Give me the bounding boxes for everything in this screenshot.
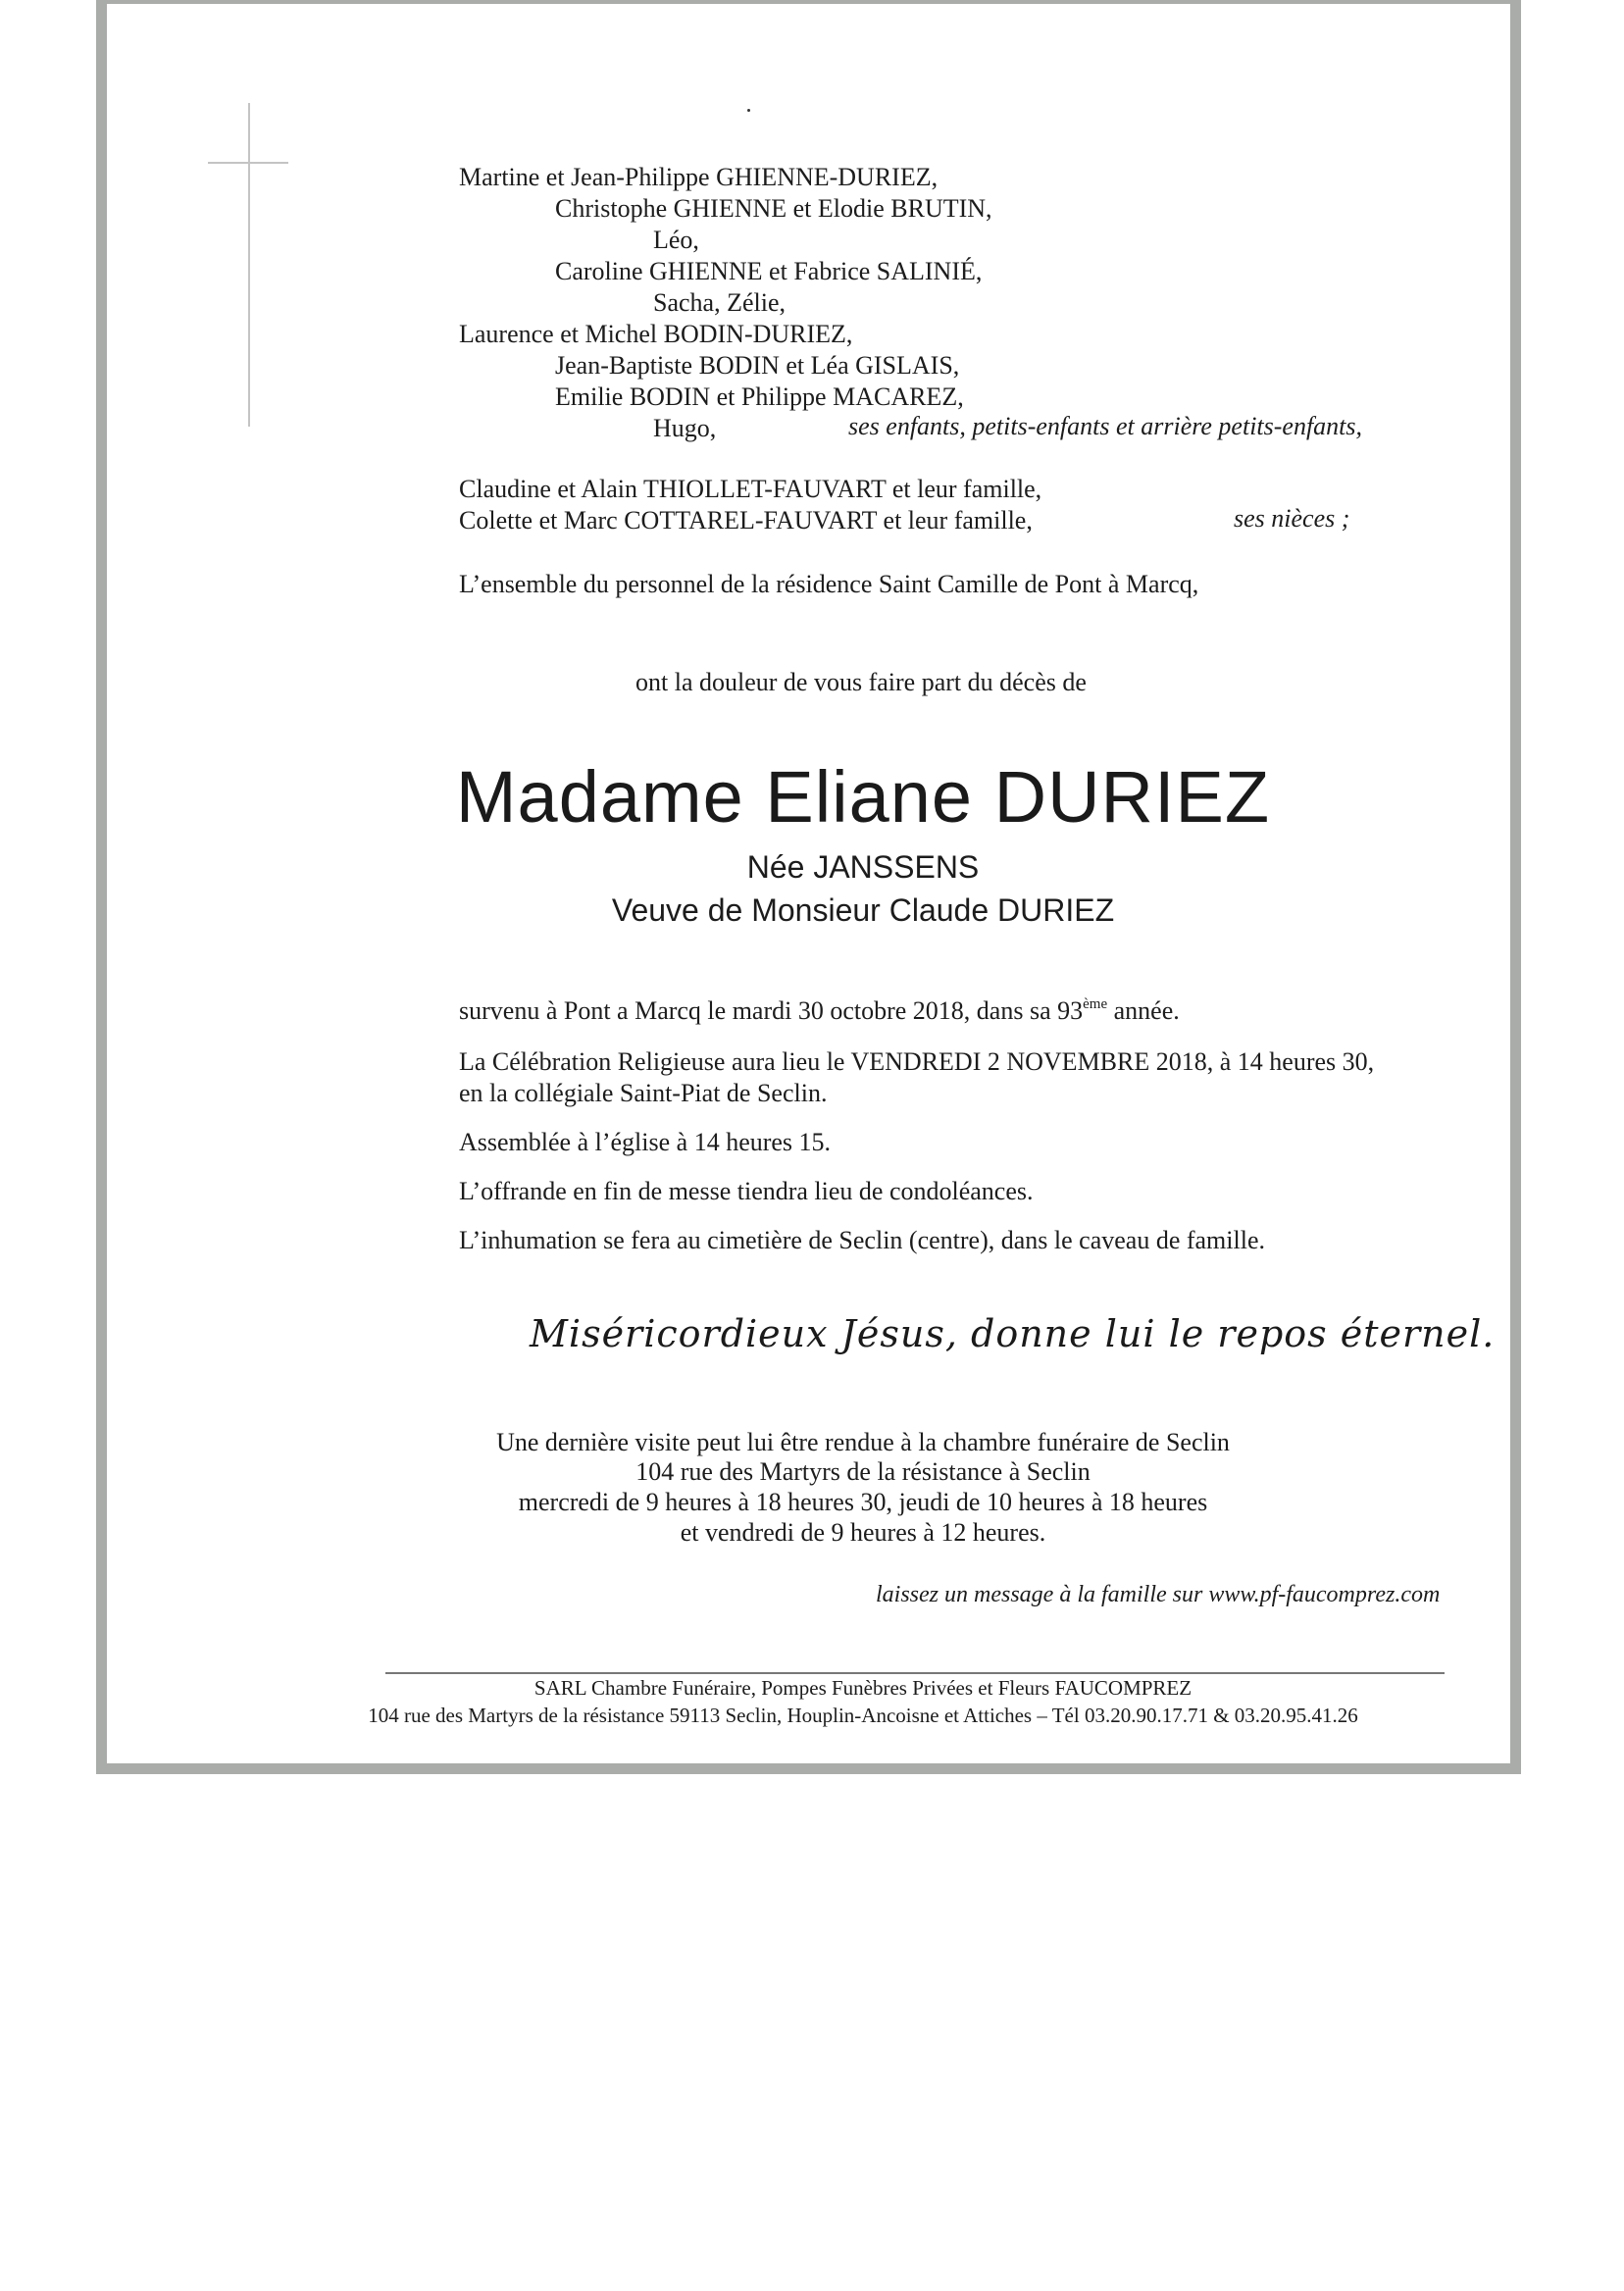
gathering-line: Assemblée à l’église à 14 heures 15. [459,1128,832,1156]
family-line: Martine et Jean-Philippe GHIENNE-DURIEZ, [459,163,939,191]
family-line: Sacha, Zélie, [653,288,786,317]
niece-line: Claudine et Alain THIOLLET-FAUVART et leur famille, [459,475,1042,503]
death-text-end: année. [1107,996,1180,1025]
family-line: Jean-Baptiste BODIN et Léa GISLAIS, [555,351,960,380]
birth-name: Née JANSSENS [746,849,980,885]
deceased-name: Madame Eliane DURIEZ [455,756,1271,838]
message-line: laissez un message à la famille sur www.pf-faucomprez.com [876,1582,1441,1607]
burial-line: L’inhumation se fera au cimetière de Seclin (centre), dans le caveau de famille. [459,1226,1265,1254]
ceremony-line: en la collégiale Saint-Piat de Seclin. [459,1079,828,1107]
footer-address: 104 rue des Martyrs de la résistance 59113 Seclin, Houplin-Ancoisne et Attiches – Tél 03.20.90.17.71 & 03.20.95.41.26 [368,1704,1358,1727]
cross-icon-bar [208,162,288,164]
widow-of: Veuve de Monsieur Claude DURIEZ [611,892,1115,928]
scan-speck [747,109,750,112]
nieces-relation: ses nièces ; [1234,504,1350,533]
visit-line: mercredi de 9 heures à 18 heures 30, jeudi de 10 heures à 18 heures [518,1488,1208,1516]
family-line: Léo, [653,226,699,254]
ceremony-line: La Célébration Religieuse aura lieu le VENDREDI 2 NOVEMBRE 2018, à 14 heures 30, [459,1047,1375,1076]
family-line: Hugo, [653,414,717,442]
visit-line: et vendredi de 9 heures à 12 heures. [680,1518,1046,1547]
death-ordinal: ème [1083,996,1108,1012]
announcement: ont la douleur de vous faire part du décès de [635,668,1087,696]
visit-line: Une dernière visite peut lui être rendue à la chambre funéraire de Seclin [496,1428,1230,1456]
prayer: Miséricordieux Jésus, donne lui le repos éternel. [530,1312,1496,1355]
family-line: Laurence et Michel BODIN-DURIEZ, [459,320,853,348]
visit-line: 104 rue des Martyrs de la résistance à Seclin [635,1457,1091,1486]
cross-icon [248,103,250,427]
footer-company: SARL Chambre Funéraire, Pompes Funèbres Privées et Fleurs FAUCOMPREZ [533,1676,1193,1700]
niece-line: Colette et Marc COTTAREL-FAUVART et leur famille, [459,506,1033,535]
offering-line: L’offrande en fin de messe tiendra lieu de condoléances. [459,1177,1034,1205]
death-text: survenu à Pont a Marcq le mardi 30 octobre 2018, dans sa 93 [459,996,1084,1025]
family-line: Caroline GHIENNE et Fabrice SALINIÉ, [555,257,983,285]
family-line: Emilie BODIN et Philippe MACAREZ, [555,382,964,411]
footer-divider [385,1672,1445,1674]
staff-line: L’ensemble du personnel de la résidence Saint Camille de Pont à Marcq, [459,570,1199,598]
family-line: Christophe GHIENNE et Elodie BRUTIN, [555,194,992,223]
family-relation: ses enfants, petits-enfants et arrière petits-enfants, [848,412,1363,440]
death-line [459,995,1180,1027]
